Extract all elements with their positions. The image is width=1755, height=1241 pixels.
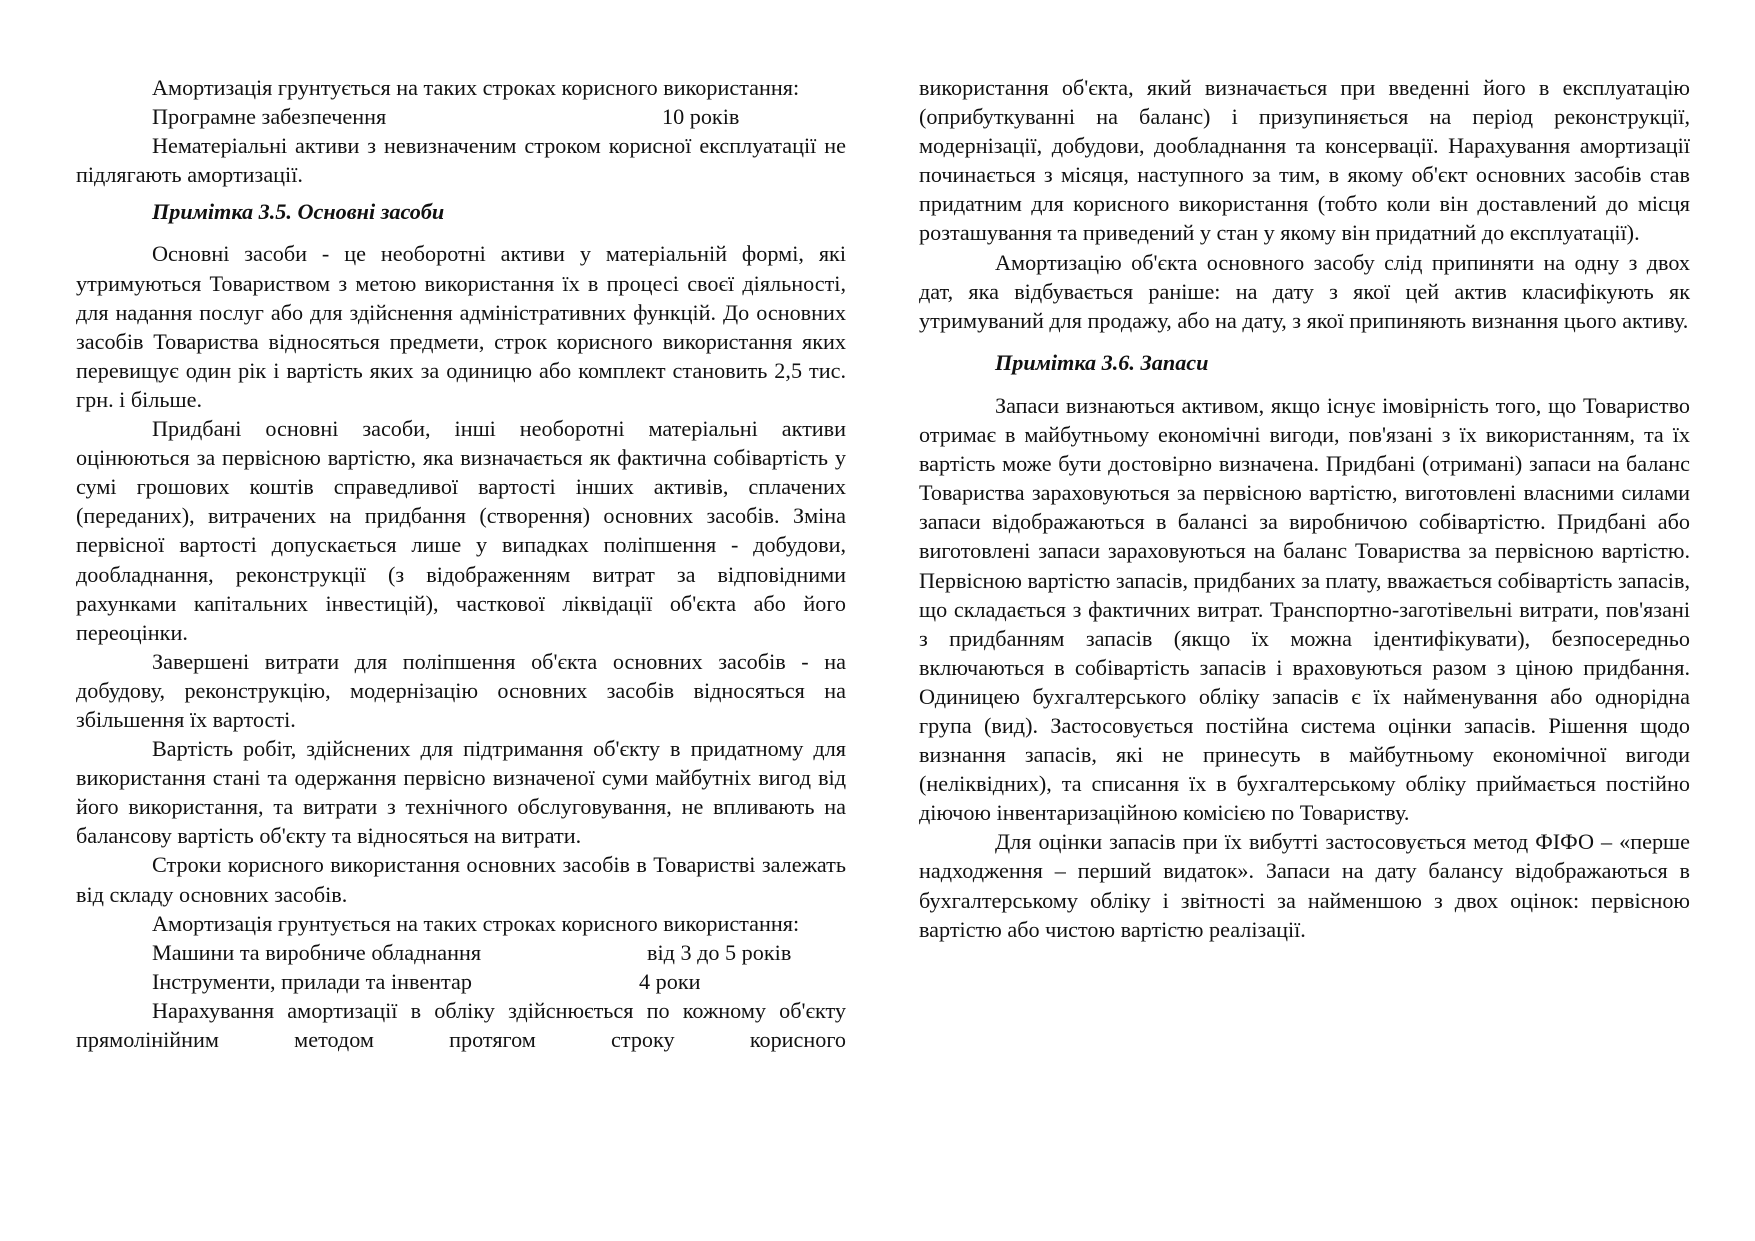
asset-class-label: Програмне забезпечення — [152, 104, 387, 130]
right-column — [919, 73, 1690, 944]
left-column — [76, 73, 846, 1054]
paragraph: Придбані основні засоби, інші необоротні матеріальні активи оцінюються за первісною вартістю, яка визначається як фактична собівартість у сумі грошових коштів справедливої вартості інших активів, сплачених (переданих), витрачених на придбання (створення) основних засобів. Зміна первісної вартості допускається лише у випадках поліпшення - добудови, дообладнання, реконструкції (з відображенням витрат за відповідними рахунками капітальних інвестицій), часткової ліквідації об'єкта або його переоцінки. — [76, 416, 846, 645]
term-value: від 3 до 5 років — [647, 939, 792, 965]
paragraph: Основні засоби - це необоротні активи у матеріальній формі, які утримуються Товариством з метою використання їх в процесі своєї діяльності, для надання послуг або для здійснення адміністративних функцій. До основних засобів Товариства відносяться предмети, строк корисного використання яких перевищує один рік і вартість яких за одиницю або комплект становить 2,5 тис. грн. і більше. — [76, 241, 846, 412]
paragraph: Вартість робіт, здійснених для підтримання об'єкту в придатному для використання стані та одержання первісно визначеної суми майбутніх вигод від його використання, та витрати з технічного обслуговування, не впливають на балансову вартість об'єкту та відносяться на витрати. — [76, 736, 846, 849]
term-value: 10 років — [662, 104, 740, 130]
paragraph: Амортизація грунтується на таких строках корисного використання: — [152, 75, 800, 100]
depreciation-term-row — [76, 102, 846, 131]
paragraph: Амортизація грунтується на таких строках корисного використання: — [152, 910, 800, 936]
depreciation-term-row — [76, 938, 846, 967]
paragraph: Нематеріальні активи з невизначеним строком корисної експлуатації не підлягають амортизації. — [76, 133, 846, 188]
asset-class-label: Машини та виробниче обладнання — [152, 939, 482, 965]
asset-class-label: Інструменти, прилади та інвентар — [152, 968, 472, 994]
paragraph: використання об'єкта, який визначається при введенні його в експлуатацію (оприбуткуванні на баланс) і призупиняється на період реконструкції, модернізації, добудови, дообладнання та консервації. Нарахування амортизації починається з місяця, наступного за тим, в якому об'єкт основних засобів став придатним для корисного використання (тобто коли він доставлений до місця розташування та приведений у стан у якому він придатний до експлуатації). — [919, 75, 1690, 246]
paragraph: Завершені витрати для поліпшення об'єкта основних засобів - на добудову, реконструкцію, модернізацію основних засобів відносяться на збільшення їх вартості. — [76, 648, 846, 732]
paragraph: Амортизацію об'єкта основного засобу слід припиняти на одну з двох дат, яка відбувається раніше: на дату з якої цей актив класифікують як утримуваний для продажу, або на дату, з якої припиняють визнання цього активу. — [919, 249, 1690, 333]
depreciation-term-row — [76, 967, 846, 996]
paragraph: Запаси визнаються активом, якщо існує імовірність того, що Товариство отримає в майбутньому економічні вигоди, пов'язані з їх використанням, та їх вартість може бути достовірно визначена. Придбані (отримані) запаси на баланс Товариства зараховуються за первісною вартістю, виготовлені власними силами запаси відображаються в балансі за виробничою собівартістю. Придбані або виготовлені запаси зараховуються на баланс Товариства за первісною вартістю. Первісною вартістю запасів, придбаних за плату, вважається собівартість запасів, що складається з фактичних витрат. Транспортно-заготівельні витрати, пов'язані з придбанням запасів (якщо їх можна ідентифікувати), безпосередньо включаються в собівартість запасів і враховуються разом з ціною придбання. Одиницею бухгалтерського обліку запасів є їх найменування або однорідна група (вид). Застосовується постійна система оцінки запасів. Рішення щодо визнання запасів, які не принесуть в майбутньому економічної вигоди (неліквідних), та списання їх в бухгалтерському обліку приймається постійно діючою інвентаризаційною комісією по Товариству. — [919, 392, 1690, 826]
section-heading: Примітка 3.6. Запаси — [995, 349, 1209, 375]
paragraph: Строки корисного використання основних засобів в Товаристві залежать від складу основних засобів. — [76, 852, 846, 907]
section-heading: Примітка 3.5. Основні засоби — [152, 199, 445, 225]
paragraph: Для оцінки запасів при їх вибутті застосовується метод ФІФО – «перше надходження – перший видаток». Запаси на дату балансу відображаються в бухгалтерському обліку і звітності за найменшою з двох оцінок: первісною вартістю або чистою вартістю реалізації. — [919, 829, 1690, 942]
paragraph: Нарахування амортизації в обліку здійснюється по кожному об'єкту прямолінійним методом протягом строку корисного — [76, 997, 846, 1052]
term-value: 4 роки — [639, 968, 701, 994]
